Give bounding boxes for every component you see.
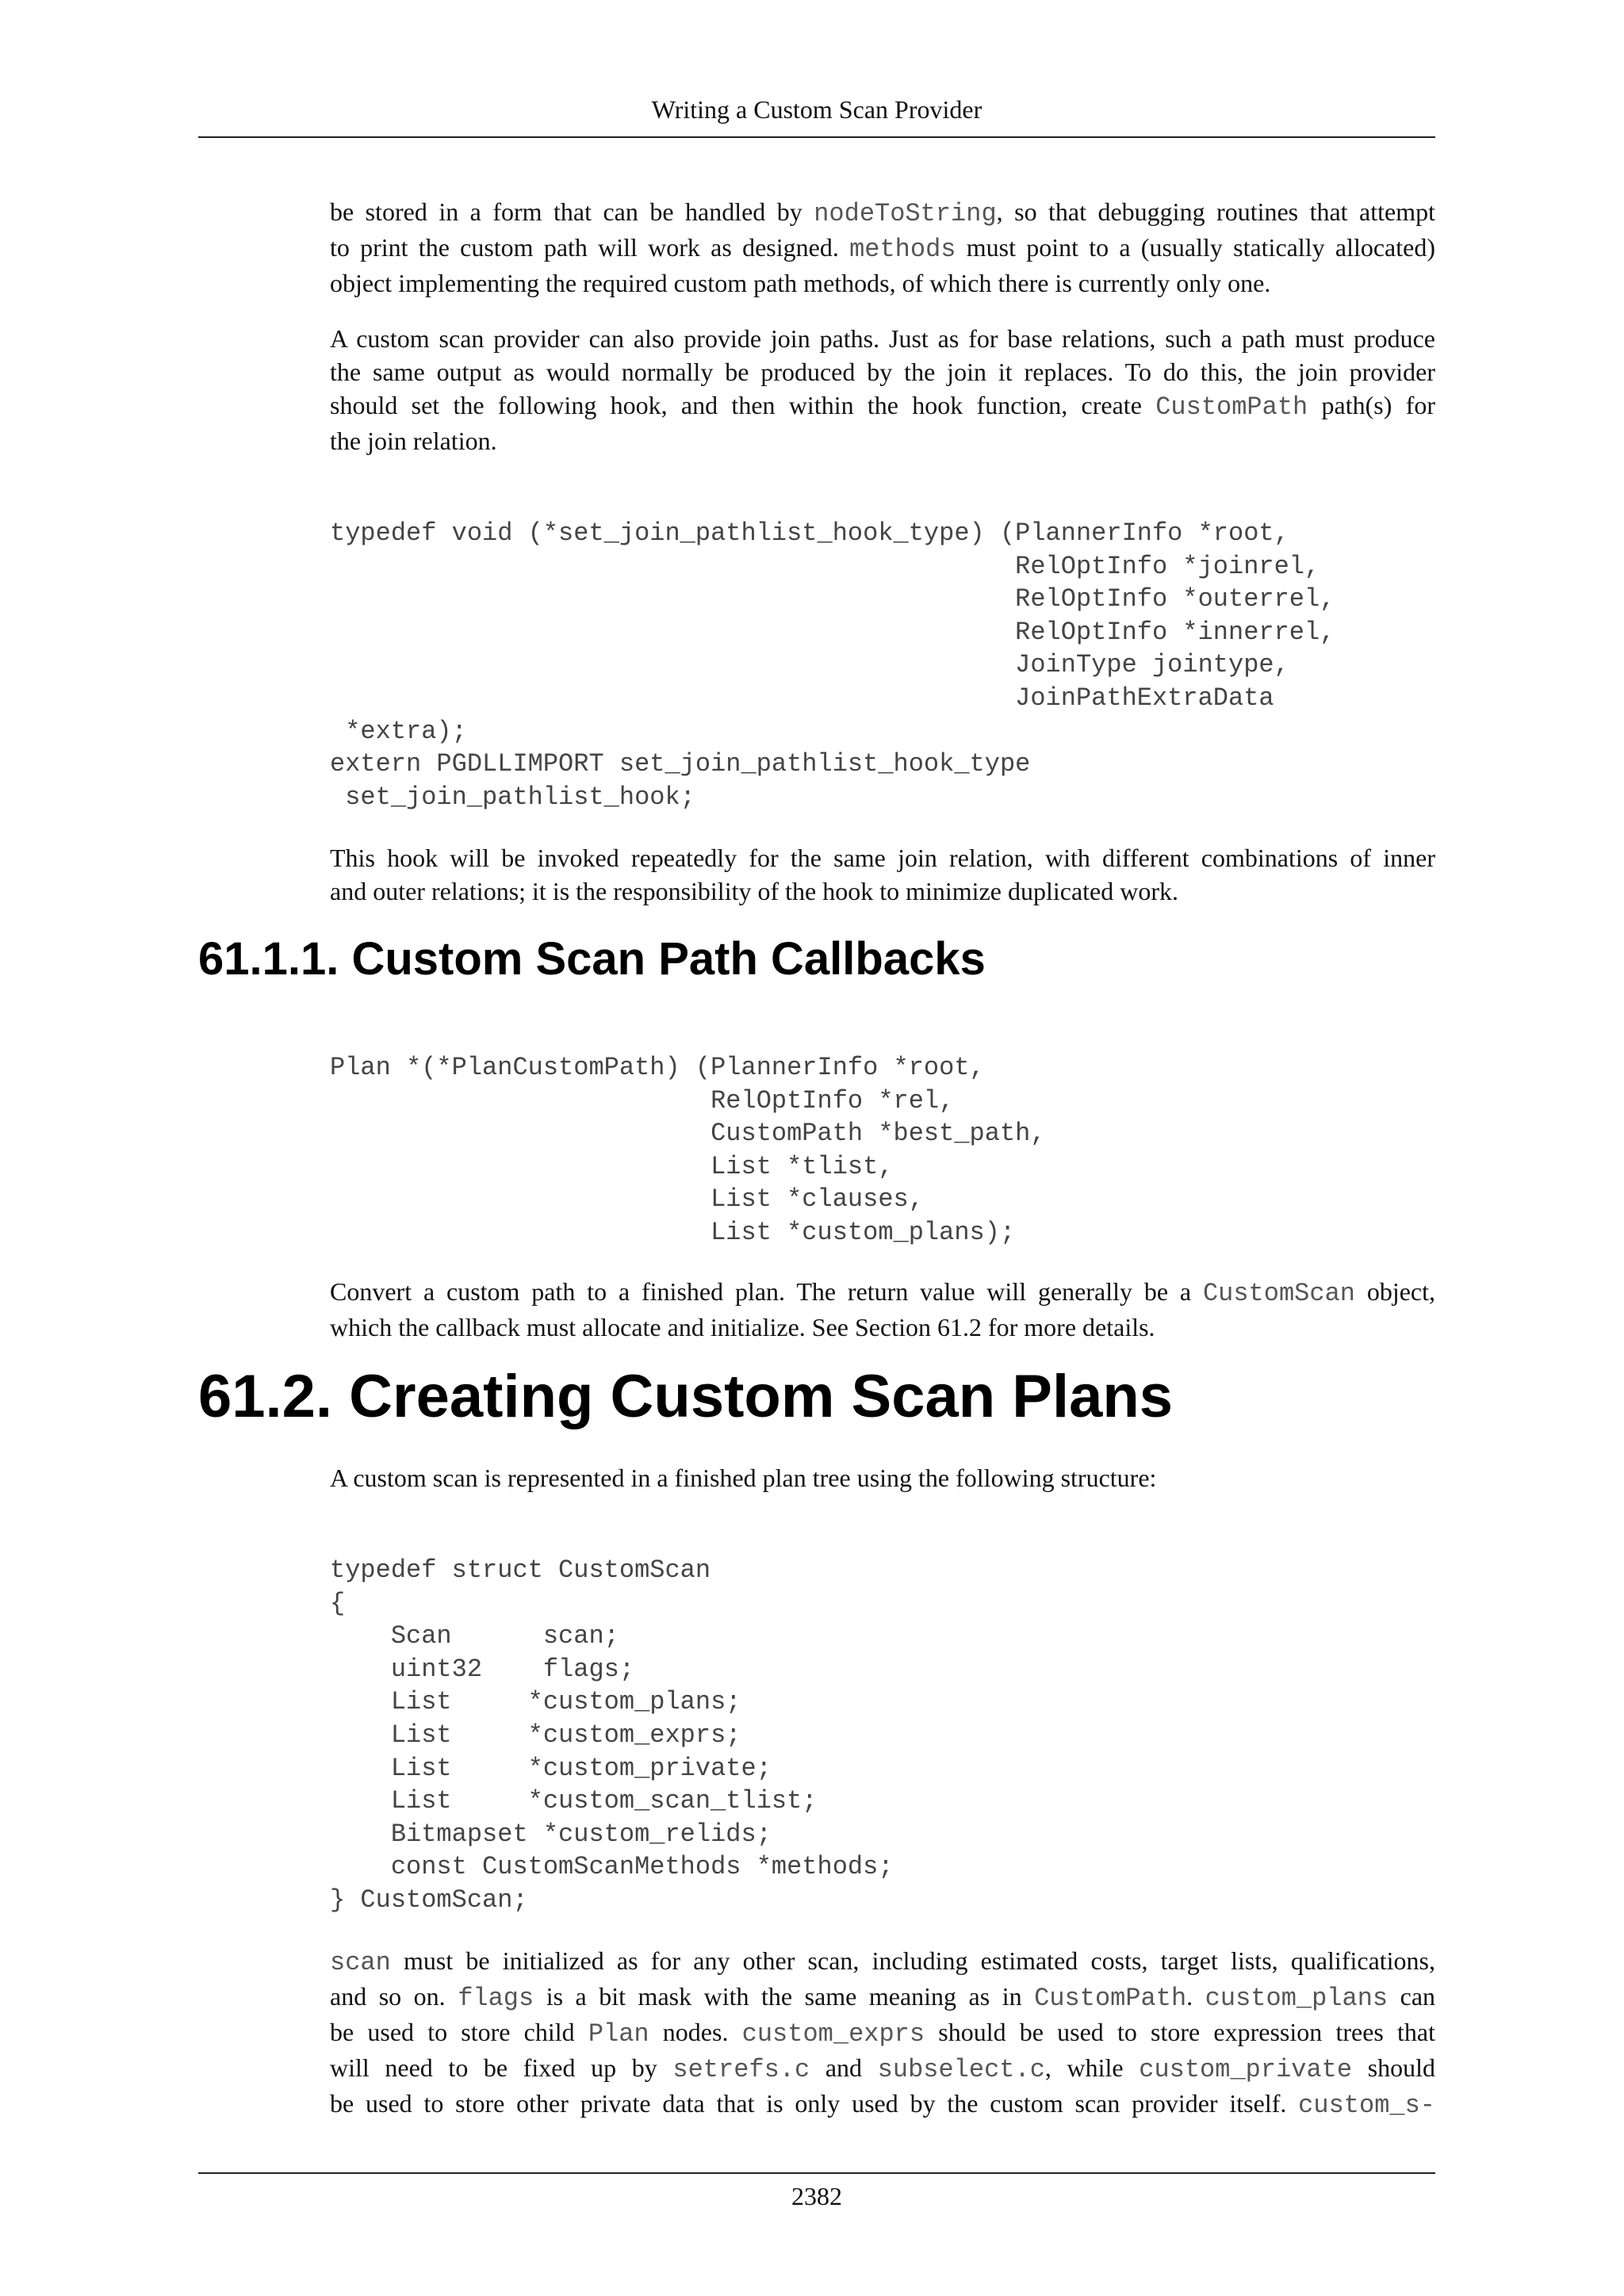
text-run: must point to a (usually statically allocated) — [956, 233, 1436, 262]
paragraph-convert-path — [330, 1275, 1435, 1344]
text-line: A custom scan provider can also provide join paths. Just as for base relations, such a path must produce — [330, 324, 1435, 353]
text-line — [330, 1275, 1435, 1311]
paragraph-path-storage — [330, 195, 1435, 300]
running-header: Writing a Custom Scan Provider — [651, 95, 982, 124]
text-line — [330, 2051, 1435, 2087]
text-run: , while — [1044, 2053, 1139, 2082]
code-block-custom-scan-struct: typedef struct CustomScan { Scan scan; uint32 flags; List *custom_plans; List *custom_exprs; List *custom_private; List *custom_scan_tlist; Bitmapset *custom_relids; const CustomScanMethods *methods; } CustomScan; — [330, 1556, 894, 1915]
text-line — [330, 2015, 1435, 2051]
text-run: is a bit mask with the same meaning as in — [534, 1982, 1035, 2011]
inline-code: Plan — [588, 2019, 649, 2049]
inline-code: subselect.c — [877, 2055, 1045, 2084]
paragraph-join-paths — [330, 322, 1435, 457]
header-divider — [198, 136, 1435, 138]
text-line — [330, 388, 1435, 424]
inline-code: custom_s- — [1298, 2091, 1435, 2120]
text-run: Convert a custom path to a finished plan. The return value will generally be a — [330, 1277, 1203, 1306]
text-run: to print the custom path will work as designed. — [330, 233, 850, 262]
text-run: , so that debugging routines that attempt — [996, 197, 1436, 226]
inline-code: CustomScan — [1202, 1279, 1355, 1308]
text-run: will need to be fixed up by — [330, 2053, 673, 2082]
inline-code: custom_private — [1139, 2055, 1353, 2084]
text-line: A custom scan is represented in a finished plan tree using the following structure: — [330, 1464, 1157, 1492]
section-heading-61-2: 61.2. Creating Custom Scan Plans — [198, 1363, 1174, 1430]
text-run: must be initialized as for any other scan, including estimated costs, target lists, qualifications, — [390, 1946, 1435, 1975]
text-run: path(s) for — [1308, 391, 1436, 419]
inline-code: custom_exprs — [741, 2019, 925, 2049]
text-line — [330, 195, 1435, 231]
paragraph-plan-tree — [330, 1461, 1435, 1494]
text-run: nodes. — [649, 2018, 742, 2046]
inline-code: setrefs.c — [672, 2055, 810, 2084]
section-heading-61-1-1: 61.1.1. Custom Scan Path Callbacks — [198, 933, 986, 985]
text-run: should — [1352, 2053, 1436, 2082]
text-line: This hook will be invoked repeatedly for the same join relation, with different combinations of inner — [330, 844, 1435, 872]
text-line: object implementing the required custom path methods, of which there is currently only one. — [330, 269, 1271, 297]
text-line — [330, 2087, 1435, 2122]
paragraph-struct-fields — [330, 1944, 1435, 2122]
footer-divider — [198, 2172, 1435, 2174]
text-run: be used to store other private data that is only used by the custom scan provider itself. — [330, 2089, 1299, 2118]
text-run: and — [810, 2053, 878, 2082]
text-run: and so on. — [330, 1982, 458, 2011]
text-run: be used to store child — [330, 2018, 588, 2046]
inline-code: CustomPath — [1155, 392, 1308, 422]
page-number: 2382 — [791, 2182, 842, 2210]
inline-code: methods — [849, 235, 956, 264]
text-line: and outer relations; it is the responsibility of the hook to minimize duplicated work. — [330, 877, 1179, 905]
text-run: should set the following hook, and then within the hook function, create — [330, 391, 1156, 419]
inline-code: flags — [458, 1984, 534, 2013]
text-run: should be used to store expression trees that — [925, 2018, 1436, 2046]
code-block-join-hook: typedef void (*set_join_pathlist_hook_type) (PlannerInfo *root, RelOptInfo *joinrel, RelOptInfo *outerrel, RelOptInfo *innerrel, JoinType jointype, JoinPathExtraData *extra); extern PGDLLIMPORT set_join_pathlist_hook_type set_join_pathlist_hook; — [330, 519, 1335, 812]
text-line — [330, 1944, 1435, 1980]
text-line — [330, 231, 1435, 266]
text-run: can — [1388, 1982, 1436, 2011]
code-block-plan-custom-path: Plan *(*PlanCustomPath) (PlannerInfo *root, RelOptInfo *rel, CustomPath *best_path, List *tlist, List *clauses, List *custom_plans); — [330, 1053, 1046, 1247]
text-run: . — [1186, 1982, 1205, 2011]
text-line: the join relation. — [330, 427, 497, 455]
inline-code: scan — [330, 1948, 391, 1977]
text-run: be stored in a form that can be handled by — [330, 197, 814, 226]
text-line: which the callback must allocate and initialize. See Section 61.2 for more details. — [330, 1313, 1155, 1341]
paragraph-hook-invocation — [330, 841, 1435, 908]
inline-code: nodeToString — [814, 199, 997, 228]
inline-code: CustomPath — [1034, 1984, 1187, 2013]
text-line — [330, 1980, 1435, 2015]
text-run: object, — [1354, 1277, 1436, 1306]
text-line: the same output as would normally be produced by the join it replaces. To do this, the join provider — [330, 358, 1435, 386]
inline-code: custom_plans — [1205, 1984, 1388, 2013]
